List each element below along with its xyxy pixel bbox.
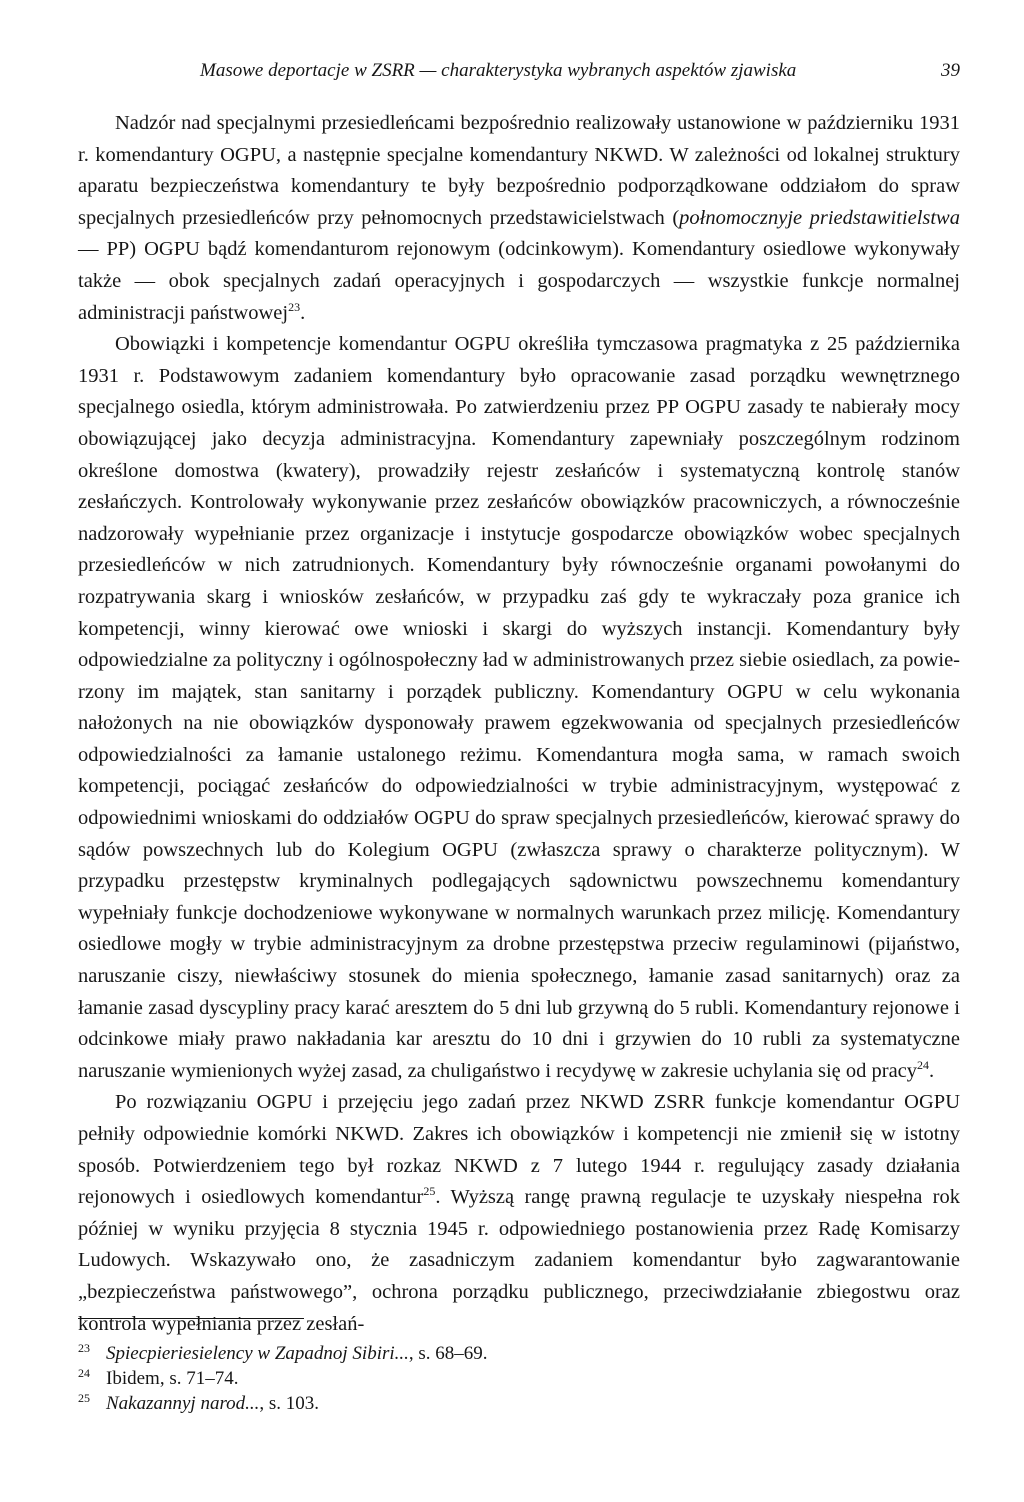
footnote-text: [106, 1341, 488, 1366]
footnote-text: [106, 1366, 238, 1391]
footnote: [78, 1341, 960, 1366]
text-run: , s. 68–69.: [408, 1343, 488, 1364]
footnote-ref: 24: [917, 1057, 930, 1072]
running-header: Masowe deportacje w ZSRR — charakterystyka wybranych aspektów zjawiska: [200, 60, 797, 81]
footnote: [78, 1391, 960, 1416]
paragraph: [78, 108, 960, 329]
footnote: [78, 1366, 960, 1391]
italic-title: Nakazannyj narod...: [106, 1393, 260, 1414]
italic-term: połnomocznyje priedstawitielstwa: [679, 206, 960, 229]
text-run: Nadzór nad specjalnymi przesiedleńcami bezpośrednio realizowały ustanowione w październiku 1931 r. komendantury OGPU, a następnie specjalne komendantury NKWD. W zależności od lokalnej struktury aparatu bezpieczeństwa komendantury te były bezpośrednio podporządkowane oddziałom do spraw specjalnych przesiedleńców przy pełnomocnych przedstawicielstwach (: [78, 112, 960, 229]
footnotes: [78, 1341, 960, 1416]
body-text: [78, 108, 960, 1340]
page-number: 39: [941, 60, 960, 81]
footnote-text: [106, 1391, 319, 1416]
paragraph: [78, 329, 960, 1087]
text-run: , s. 103.: [259, 1393, 320, 1414]
text-run: Ibidem, s. 71–74.: [106, 1368, 239, 1389]
text-run: .: [300, 301, 306, 324]
text-run: Po rozwiązaniu OGPU i przejęciu jego zadań przez NKWD ZSRR funkcje komendantur OGPU pełniły odpowiednie komórki NKWD. Zakres ich obowiązków i kompetencji nie zmienił się w istotny sposób. Potwierdzeniem tego był rozkaz NKWD z 7 lutego 1944 r. regulujący zasady działania rejonowych i osiedlowych komendantur: [78, 1091, 960, 1209]
text-run: . Wyższą rangę prawną regulacje te uzyskały niespełna rok później w wyniku przyjęcia 8 stycznia 1945 r. odpowiedniego postanowienia przez Radę Komisarzy Ludowych. Wskazywało ono, że zasadniczym zadaniem komendantur było zagwarantowanie „bezpieczeństwa państwowego”, ochrona porządku publicznego, przeciwdziałanie zbiegostwu oraz kontrola wypełniania przez zesłań-: [78, 1186, 960, 1335]
footnote-ref: 23: [288, 299, 301, 314]
footnote-divider: [78, 1318, 304, 1319]
italic-title: Spiecpieriesielency w Zapadnoj Sibiri...: [106, 1343, 409, 1364]
text-run: .: [929, 1059, 935, 1082]
footnote-ref: 25: [423, 1184, 436, 1199]
footnote-number: 24: [78, 1366, 90, 1380]
text-run: — PP) OGPU bądź komendanturom rejonowym (odcinkowym). Komendantury osiedlowe wykonywały także — obok specjalnych zadań operacyjnych i gospodarczych — wszystkie funkcje normalnej administracji państwowej: [78, 238, 960, 324]
footnote-number: 25: [78, 1391, 90, 1405]
footnote-number: 23: [78, 1341, 90, 1355]
text-run: Obowiązki i kompetencje komendantur OGPU określiła tymczasowa pragmatyka z 25 października 1931 r. Podstawowym zadaniem komendantury było opracowanie zasad porządku wewnętrznego specjalnego osiedla, którym administrowała. Po zatwierdzeniu przez PP OGPU zasady te nabierały mocy obowiązującej jako decyzja administracyjna. Komendantury zapewniały poszczególnym rodzinom określone domostwa (kwatery), prowadziły rejestr zesłańców i systematyczną kontrolę stanów zesłańczych. Kontrolowały wykonywanie przez zesłańców obowiązków pracowniczych, a równocześnie nadzorowały wypełnianie przez organizacje i instytucje gospodarcze obowiązków wobec specjalnych przesiedleńców w nich zatrudnionych. Komendantury były równocześnie organami powołanymi do rozpatrywania skarg i wniosków zesłańców, w przypadku zaś gdy te wykraczały poza granice ich kompetencji, winny kierować owe wnioski i skargi do wyższych instancji. Komendantury były odpowiedzialne za polityczny i ogólnospołeczny ład w administrowanych przez siebie osiedlach, za powierzony im majątek, stan sanitarny i porządek publiczny. Komendantury OGPU w celu wykonania nałożonych na nie obowiązków dysponowały prawem egzekwowania od specjalnych przesiedleńców odpowiedzialności za łamanie ustalonego reżimu. Komendantura mogła sama, w ramach swoich kompetencji, pociągać zesłańców do odpowiedzialności w trybie administracyjnym, występować z odpowiednimi wnioskami do oddziałów OGPU do spraw specjalnych przesiedleńców, kierować sprawy do sądów powszechnych lub do Kolegium OGPU (zwłaszcza sprawy o charakterze politycznym). W przypadku przestępstw kryminalnych podlegających sądownictwu powszechnemu komendantury wypełniały funkcje dochodzeniowe wykonywane w normalnych warunkach przez milicję. Komendantury osiedlowe mogły w trybie administracyjnym za drobne przestępstwa przeciw regulaminowi (pijaństwo, naruszanie ciszy, niewłaściwy stosunek do mienia społecznego, łamanie zasad sanitarnych) oraz za łamanie zasad dyscypliny pracy karać aresztem do 5 dni lub grzywną do 5 rubli. Komendantury rejonowe i odcinkowe miały prawo nakładania kar aresztu do 10 dni i grzywien do 10 rubli za systematyczne naruszanie wymienionych wyżej zasad, za chuligaństwo i recydywę w zakresie uchylania się od pracy: [78, 333, 960, 1082]
paragraph: [78, 1087, 960, 1340]
